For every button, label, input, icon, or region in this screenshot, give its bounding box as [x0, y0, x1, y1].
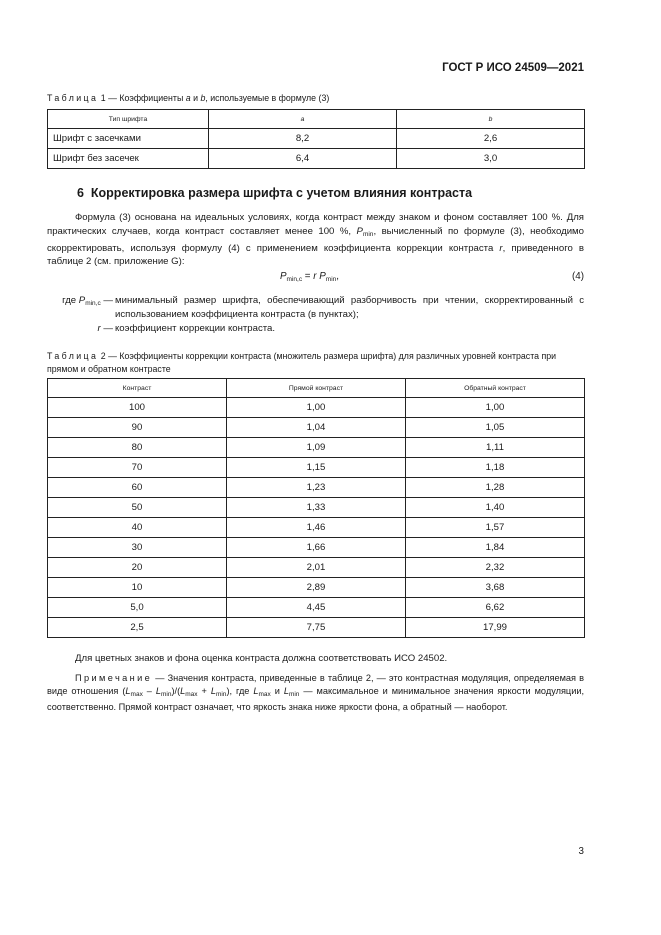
page-number: 3 — [578, 846, 584, 857]
table-row — [48, 538, 585, 558]
table-cell: 1,18 — [406, 458, 585, 478]
table-cell: 1,11 — [406, 438, 585, 458]
column-header: Тип шрифта — [48, 110, 209, 129]
legend-item: r — коэффициент коррекции контраста. — [97, 322, 276, 334]
table-row — [48, 618, 585, 638]
table-cell: 40 — [48, 518, 227, 538]
table-cell: 6,62 — [406, 598, 585, 618]
table-cell: 2,89 — [227, 578, 406, 598]
table-cell: 1,15 — [227, 458, 406, 478]
table2-caption: Таблица 2 — Коэффициенты коррекции контраста (множитель размера шрифта) для различных уровней контраста при прямом и обратном контрасте — [47, 351, 557, 374]
table-row — [48, 418, 585, 438]
table-cell: 8,2 — [209, 129, 397, 149]
table-cell: 60 — [48, 478, 227, 498]
table-cell: 1,23 — [227, 478, 406, 498]
table-cell: 1,57 — [406, 518, 585, 538]
table-cell: Шрифт с засечками — [48, 129, 209, 149]
table-cell: 5,0 — [48, 598, 227, 618]
table-cell: 3,68 — [406, 578, 585, 598]
document-page — [47, 0, 584, 935]
table-row — [48, 438, 585, 458]
table-cell: 1,40 — [406, 498, 585, 518]
column-header: Контраст — [48, 379, 227, 398]
table-header-row — [48, 379, 585, 398]
table-cell: 1,05 — [406, 418, 585, 438]
paragraph-formula-intro: Формула (3) основана на идеальных условиях, когда контраст между знаком и фоном составляет 100 %. Для практических случаев, когда контраст составляет менее 100 %, $P_{min}$, вычисленный по формуле (3), необходимо скорректировать, используя формулу (4) с применением коэффициента коррекции контраста r, приведенного в таблице 2 (см. приложение G): — [47, 212, 584, 268]
column-header: Прямой контраст — [227, 379, 406, 398]
equation-number: (4) — [572, 271, 584, 282]
table-row — [48, 398, 585, 418]
table-cell: 6,4 — [209, 149, 397, 169]
table-cell: 1,33 — [227, 498, 406, 518]
table-cell: 2,01 — [227, 558, 406, 578]
table-cell: 2,32 — [406, 558, 585, 578]
table-row — [48, 598, 585, 618]
formula-4: $P_{min,c} = r$ $P_{min}$, — [280, 271, 339, 283]
table-row — [48, 518, 585, 538]
table-cell: 1,46 — [227, 518, 406, 538]
table-cell: 4,45 — [227, 598, 406, 618]
table-cell: 7,75 — [227, 618, 406, 638]
note: Примечание — Значения контраста, приведенные в таблице 2, — это контрастная модуляция, определяемая в виде отношения $(L_{max} - L_{min})/(L_{max} + L_{min})$, где $L_{max}$ и $L_{min}$ — максимальное и минимальное значения яркости модуляции, соответственно. Прямой контраст означает, что яркость знака ниже яркости фона, а обратный — наоборот. — [47, 673, 585, 713]
paragraph-color-contrast: Для цветных знаков и фона оценка контраста должна соответствовать ИСО 24502. — [75, 653, 448, 664]
table1-caption: Таблица 1 — Коэффициенты a и b, используемые в формуле (3) — [47, 93, 330, 103]
table-row — [48, 478, 585, 498]
standard-number: ГОСТ Р ИСО 24509—2021 — [442, 62, 584, 74]
table-cell: 20 — [48, 558, 227, 578]
table-cell: 1,28 — [406, 478, 585, 498]
table-row — [48, 129, 585, 149]
section-heading: 6 Корректировка размера шрифта с учетом влияния контраста — [77, 186, 473, 200]
table-cell: 100 — [48, 398, 227, 418]
table-cell: 50 — [48, 498, 227, 518]
table-row — [48, 498, 585, 518]
column-header: a — [209, 110, 397, 129]
table-row — [48, 578, 585, 598]
table-cell: 17,99 — [406, 618, 585, 638]
table-row — [48, 558, 585, 578]
table-header-row — [48, 110, 585, 129]
table-cell: 1,84 — [406, 538, 585, 558]
contrast-correction-table — [47, 378, 585, 638]
table-cell: 1,04 — [227, 418, 406, 438]
table-cell: 1,00 — [406, 398, 585, 418]
coefficients-table — [47, 109, 585, 169]
table-row — [48, 149, 585, 169]
table-cell: 30 — [48, 538, 227, 558]
column-header: Обратный контраст — [406, 379, 585, 398]
table-cell: 10 — [48, 578, 227, 598]
table-row — [48, 458, 585, 478]
table-cell: Шрифт без засечек — [48, 149, 209, 169]
table-cell: 2,5 — [48, 618, 227, 638]
legend-item: где $P_{min,c}$ — минимальный размер шрифта, обеспечивающий разборчивость при чтении, скорректированный с использованием коэффициента контраста (в пунктах); — [62, 295, 584, 320]
table-cell: 80 — [48, 438, 227, 458]
table-cell: 1,09 — [227, 438, 406, 458]
formula-legend — [47, 294, 584, 335]
table-cell: 90 — [48, 418, 227, 438]
table-cell: 2,6 — [397, 129, 585, 149]
column-header: b — [397, 110, 585, 129]
table-cell: 1,66 — [227, 538, 406, 558]
table-cell: 3,0 — [397, 149, 585, 169]
table-cell: 70 — [48, 458, 227, 478]
table-cell: 1,00 — [227, 398, 406, 418]
